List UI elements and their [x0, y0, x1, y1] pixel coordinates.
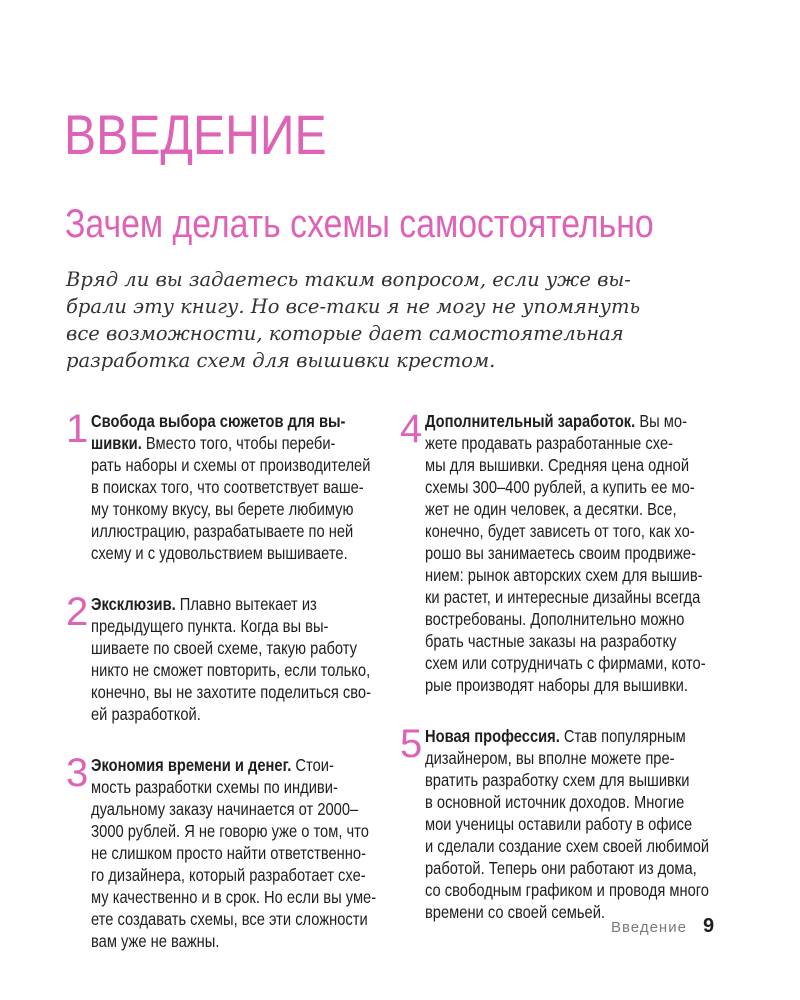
item-text: [91, 754, 375, 952]
item-body-text: го дизайнера, который разработает схе-: [91, 865, 366, 885]
item-body-text: рые производят наборы для вышивки.: [425, 675, 688, 695]
item-body-text: вам уже не важны.: [91, 931, 220, 951]
item-line: [425, 542, 709, 564]
item-line: [91, 410, 375, 432]
item-body-text: рошо вы занимаетесь своим продвиже-: [425, 543, 696, 563]
item-body-text: рать наборы и схемы от производителей: [91, 455, 371, 475]
item-line: [425, 476, 709, 498]
item-line: [91, 593, 375, 615]
item-line: [91, 454, 375, 476]
item-body-text: схему и с удовольствием вышиваете.: [91, 543, 348, 563]
item-text: [425, 410, 709, 696]
item-line: [425, 879, 709, 901]
item-heading: Новая профессия.: [425, 726, 560, 746]
item-body-text: нием: рынок авторских схем для вышив-: [425, 565, 703, 585]
item-number: 3: [66, 751, 89, 795]
item-number: 5: [400, 722, 423, 766]
item-line: [425, 432, 709, 454]
item-line: [91, 637, 375, 659]
item-line: [425, 813, 709, 835]
item-heading: Эксклюзив.: [91, 594, 176, 614]
item-line: [91, 908, 375, 930]
item-body-text: жет не один человек, а десятки. Все,: [425, 499, 677, 519]
item-body-text: никто не сможет повторить, если только,: [91, 660, 371, 680]
item-line: [91, 432, 375, 454]
item-line: [425, 498, 709, 520]
item-line: [91, 703, 375, 725]
item-line: [91, 820, 375, 842]
item-line: [91, 681, 375, 703]
list-item: [66, 751, 377, 952]
item-body-text: и сделали создание схем своей любимой: [425, 836, 710, 856]
item-line: [425, 564, 709, 586]
item-line: [425, 410, 709, 432]
item-heading: шивки.: [91, 433, 142, 453]
item-heading: Свобода выбора сюжетов для вы-: [91, 411, 346, 431]
intro-line: Вряд ли вы задаетесь таким вопросом, если уже вы-: [66, 268, 631, 291]
left-column: [66, 407, 377, 981]
item-line: [425, 652, 709, 674]
item-body-text: востребованы. Дополнительно можно: [425, 609, 685, 629]
item-line: [91, 520, 375, 542]
item-body-text: мои ученицы оставили работу в офисе: [425, 814, 693, 834]
intro-line: брали эту книгу. Но все-таки я не могу не упомянуть: [66, 295, 641, 318]
item-body-text: дуальному заказу начинается от 2000–: [91, 799, 359, 819]
intro-paragraph: [66, 266, 686, 374]
item-body-text: дизайнером, вы вполне можете пре-: [425, 748, 675, 768]
item-line: [425, 674, 709, 696]
item-line: [91, 930, 375, 952]
item-line: [91, 659, 375, 681]
item-body-text: жете продавать разработанные схе-: [425, 433, 674, 453]
item-body-text: вратить разработку схем для вышивки: [425, 770, 690, 790]
item-body-text: конечно, вы не захотите поделиться сво-: [91, 682, 371, 702]
item-line: [91, 498, 375, 520]
item-body-text: брать частные заказы на разработку: [425, 631, 677, 651]
intro-line: разработка схем для вышивки крестом.: [66, 349, 496, 372]
item-body-text: Став популярным: [559, 726, 686, 746]
item-line: [91, 615, 375, 637]
item-body-text: мы для вышивки. Средняя цена одной: [425, 455, 690, 475]
page-number: 9: [703, 915, 715, 937]
item-body-text: схемы 300–400 рублей, а купить ее мо-: [425, 477, 695, 497]
item-body-text: в поисках того, что соответствует ваше-: [91, 477, 364, 497]
item-line: [91, 864, 375, 886]
item-body-text: мость разработки схемы по индиви-: [91, 777, 338, 797]
item-body-text: предыдущего пункта. Когда вы вы-: [91, 616, 329, 636]
item-text: [425, 725, 709, 923]
item-heading: Дополнительный заработок.: [425, 411, 636, 431]
item-line: [425, 835, 709, 857]
item-line: [91, 798, 375, 820]
item-body-text: иллюстрацию, разрабатываете по ней: [91, 521, 354, 541]
item-line: [91, 476, 375, 498]
section-title: Зачем делать схемы самостоятельно: [65, 202, 654, 246]
item-body-text: работой. Теперь они работают из дома,: [425, 858, 697, 878]
item-body-text: му качественно и в срок. Но если вы уме-: [91, 887, 377, 907]
item-heading: Экономия времени и денег.: [91, 755, 292, 775]
item-body-text: ки растет, и интересные дизайны всегда: [425, 587, 701, 607]
chapter-title: ВВЕДЕНИЕ: [64, 103, 327, 166]
item-body-text: Вы мо-: [635, 411, 687, 431]
item-body-text: 3000 рублей. Я не говорю уже о том, что: [91, 821, 369, 841]
list-item: [400, 407, 706, 696]
item-line: [425, 586, 709, 608]
item-body-text: Вместо того, чтобы переби-: [141, 433, 336, 453]
list-item: [400, 722, 710, 923]
item-body-text: не слишком просто найти ответственно-: [91, 843, 366, 863]
item-text: [91, 593, 375, 725]
item-body-text: Стои-: [291, 755, 334, 775]
item-line: [425, 791, 709, 813]
item-line: [425, 769, 709, 791]
right-column: [400, 407, 710, 952]
item-body-text: му тонкому вкусу, вы берете любимую: [91, 499, 354, 519]
item-body-text: в основной источник доходов. Многие: [425, 792, 685, 812]
item-text: [91, 410, 375, 564]
item-body-text: ете создавать схемы, все эти сложности: [91, 909, 368, 929]
item-body-text: ей разработкой.: [91, 704, 201, 724]
item-line: [91, 542, 375, 564]
item-line: [91, 754, 375, 776]
footer-section-label: Введение: [611, 919, 687, 936]
item-number: 2: [66, 590, 89, 634]
item-body-text: шиваете по своей схеме, такую работу: [91, 638, 358, 658]
item-body-text: конечно, будет зависеть от того, как хо-: [425, 521, 695, 541]
item-line: [91, 776, 375, 798]
item-body-text: времени со своей семьей.: [425, 902, 606, 922]
list-item: [66, 590, 371, 725]
item-line: [91, 886, 375, 908]
intro-line: все возможности, которые дает самостоятельная: [66, 322, 624, 345]
item-body-text: схем или сотрудничать с фирмами, кото-: [425, 653, 706, 673]
item-line: [425, 454, 709, 476]
item-number: 4: [400, 407, 423, 451]
item-number: 1: [66, 407, 89, 451]
item-body-text: со свободным графиком и проводя много: [425, 880, 709, 900]
item-line: [425, 608, 709, 630]
item-line: [425, 630, 709, 652]
item-line: [425, 857, 709, 879]
list-item: [66, 407, 371, 564]
item-line: [425, 747, 709, 769]
item-line: [91, 842, 375, 864]
item-line: [425, 520, 709, 542]
item-line: [425, 725, 709, 747]
item-body-text: Плавно вытекает из: [175, 594, 317, 614]
